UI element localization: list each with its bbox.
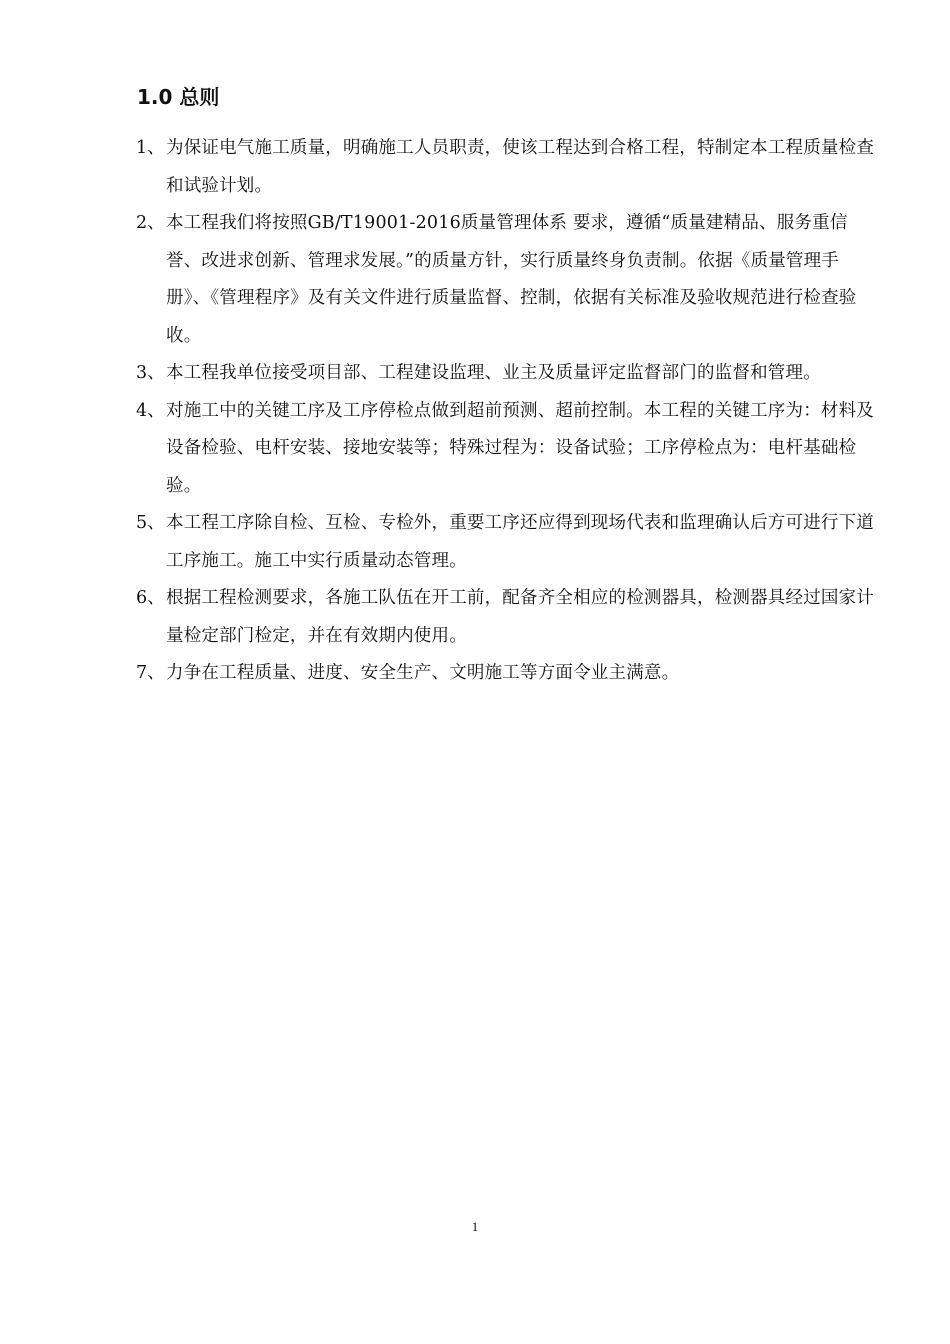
item-number: 1、	[136, 138, 165, 158]
item-text: 本工程我单位接受项目部、工程建设监理、业主及质量评定监督部门的监督和管理。	[166, 363, 821, 383]
item-text: 对施工中的关键工序及工序停检点做到超前预测、超前控制。本工程的关键工序为：材料及设备检验、电杆安装、接地安装等；特殊过程为：设备试验；工序停检点为：电杆基础检验。	[166, 400, 874, 496]
item-text: 力争在工程质量、进度、安全生产、文明施工等方面令业主满意。	[166, 663, 680, 683]
numbered-list	[136, 130, 876, 693]
section-heading: 1.0 总则	[137, 85, 220, 109]
item-number: 3、	[136, 363, 165, 383]
list-item	[136, 205, 876, 355]
list-item	[136, 655, 876, 693]
list-item	[136, 130, 876, 205]
list-item	[136, 355, 876, 393]
item-text: 根据工程检测要求，各施工队伍在开工前，配备齐全相应的检测器具，检测器具经过国家计量检定部门检定，并在有效期内使用。	[166, 588, 874, 646]
page-number: 1	[471, 1219, 479, 1234]
item-number: 2、	[136, 213, 165, 233]
item-text: 为保证电气施工质量，明确施工人员职责，使该工程达到合格工程，特制定本工程质量检查和试验计划。	[166, 138, 874, 196]
list-item	[136, 580, 876, 655]
item-number: 6、	[136, 588, 165, 608]
item-text: 本工程我们将按照GB/T19001-2016质量管理体系 要求，遵循“质量建精品、服务重信誉、改进求创新、管理求发展。”的质量方针，实行质量终身负责制。依据《质量管理手册》、《管理程序》及有关文件进行质量监督、控制，依据有关标准及验收规范进行检查验收。	[166, 213, 857, 346]
item-text: 本工程工序除自检、互检、专检外，重要工序还应得到现场代表和监理确认后方可进行下道工序施工。施工中实行质量动态管理。	[166, 513, 874, 571]
item-number: 4、	[136, 400, 165, 421]
item-number: 7、	[136, 663, 165, 683]
list-item	[136, 393, 876, 506]
list-item	[136, 505, 876, 580]
item-number: 5、	[136, 513, 165, 533]
